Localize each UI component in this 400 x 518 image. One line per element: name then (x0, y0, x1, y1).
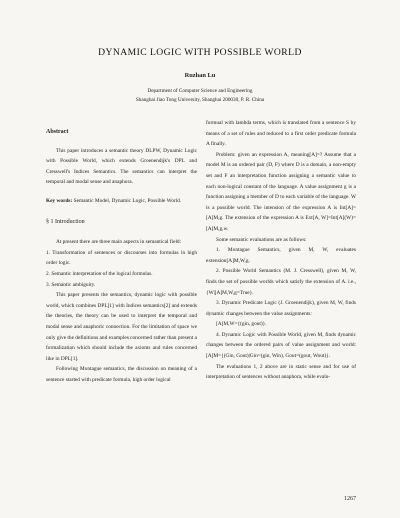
list-item: 2. Possible World Semantics (M. J. Cresswell), given M, W, finds the set of possible worlds which satisfy the extension of A. i.e., {W|[A]M,W,g=True}. (206, 268, 356, 296)
list-item: 3. Semantic ambiguity. (46, 281, 96, 288)
body-paragraph: formual with lambda terms, which is translated from a sentence S by means of a set of rules and reduced to a first order predicate formula A finally. (206, 120, 356, 148)
author-name: Ruzhan Lu (184, 72, 216, 79)
list-item: 4. Dynamic Logic with Possible World, given M, finds dynamic changes between the ordered pairs of value assignment and world: [A]M={(Gin, Gout)|Gin=(gin, Win), Gout=(gout, Wout)}. (206, 331, 356, 360)
body-paragraph: This paper presents the semantics, dynamic logic with possible world, which combines DPL[1] with Indices semantics[2] and extends the theories, the theory can be used to interpret the temporal and modal sense and anaphoric connection. For the limitation of space we only give the definitions and examples concerned rather than present a formalization which should include the axioms and rules concerned like in DPL[1]. (46, 292, 197, 362)
body-paragraph: The evaluations 1, 2 above are in static sense and for use of interpretation of sentences without anaphora, while evalu- (206, 363, 356, 381)
page-number: 1267 (344, 496, 356, 502)
formula-line: [A]M,W={(gin, gout)}. (216, 321, 267, 328)
affiliation-line-2: Shanghai Jiao Tong University, Shanghai 200030, P. R. China (135, 97, 265, 103)
keywords-label: Key words: (46, 197, 73, 204)
intro-lead: At present there are three main aspects in semantical field: (56, 239, 182, 246)
keywords (46, 196, 197, 207)
body-paragraph: Problem: given an expression A, meaning[A]=? Assume that a model M is an ordered pair (D, F) where D is a domain, a non-empty set and F an interpretation function assigning a semantic value to each non-logical constant of the language. A value assignment g is a function assigning a member of D to each variable of the language. W is a possible world. The intension of the expression A is Int[A]= [A]M,g. The extension of the expression A is Ext[A, W]=Int[A](W)=[A]M,g,w. (206, 151, 356, 232)
right-column (206, 118, 356, 383)
abstract-heading: Abstract (46, 129, 69, 135)
body-paragraph: Following Montague semantics, the discussion on meaning of a sentence started with predicate formula, high order logical (46, 366, 197, 383)
list-item: 1. Montague Semantics, given M, W, evaluates extension[A]M,W,g. (206, 247, 356, 264)
left-column (46, 118, 197, 385)
list-item: 1. Transformation of sentences or discourses into formulas in high order logic. (46, 249, 197, 267)
paper-title: DYNAMIC LOGIC WITH POSSIBLE WORLD (98, 47, 302, 58)
list-item: 2. Semantic interpretation of the logical formulas. (46, 270, 153, 277)
keywords-text: Semantic Model, Dynamic Logic, Possible World. (73, 197, 182, 204)
list-item: 3. Dynamic Predicate Logic (J. Groenendijk), given M, W, finds dynamic changes between the value assignments: (206, 300, 356, 317)
section-heading: § 1 Introduction (46, 218, 85, 225)
abstract-text: This paper introduces a semantic theory DLPW, Dynamic Logic with Possible World, which extends Groenendijk's DPL and Cresswell's Indices Semantics. The semantics can interpret the temporal and modal sense and anaphora. (46, 147, 197, 186)
body-paragraph: Some semantic evaluations are as follows: (216, 236, 307, 243)
affiliation-line-1: Department of Computer Science and Engineering (147, 88, 253, 94)
